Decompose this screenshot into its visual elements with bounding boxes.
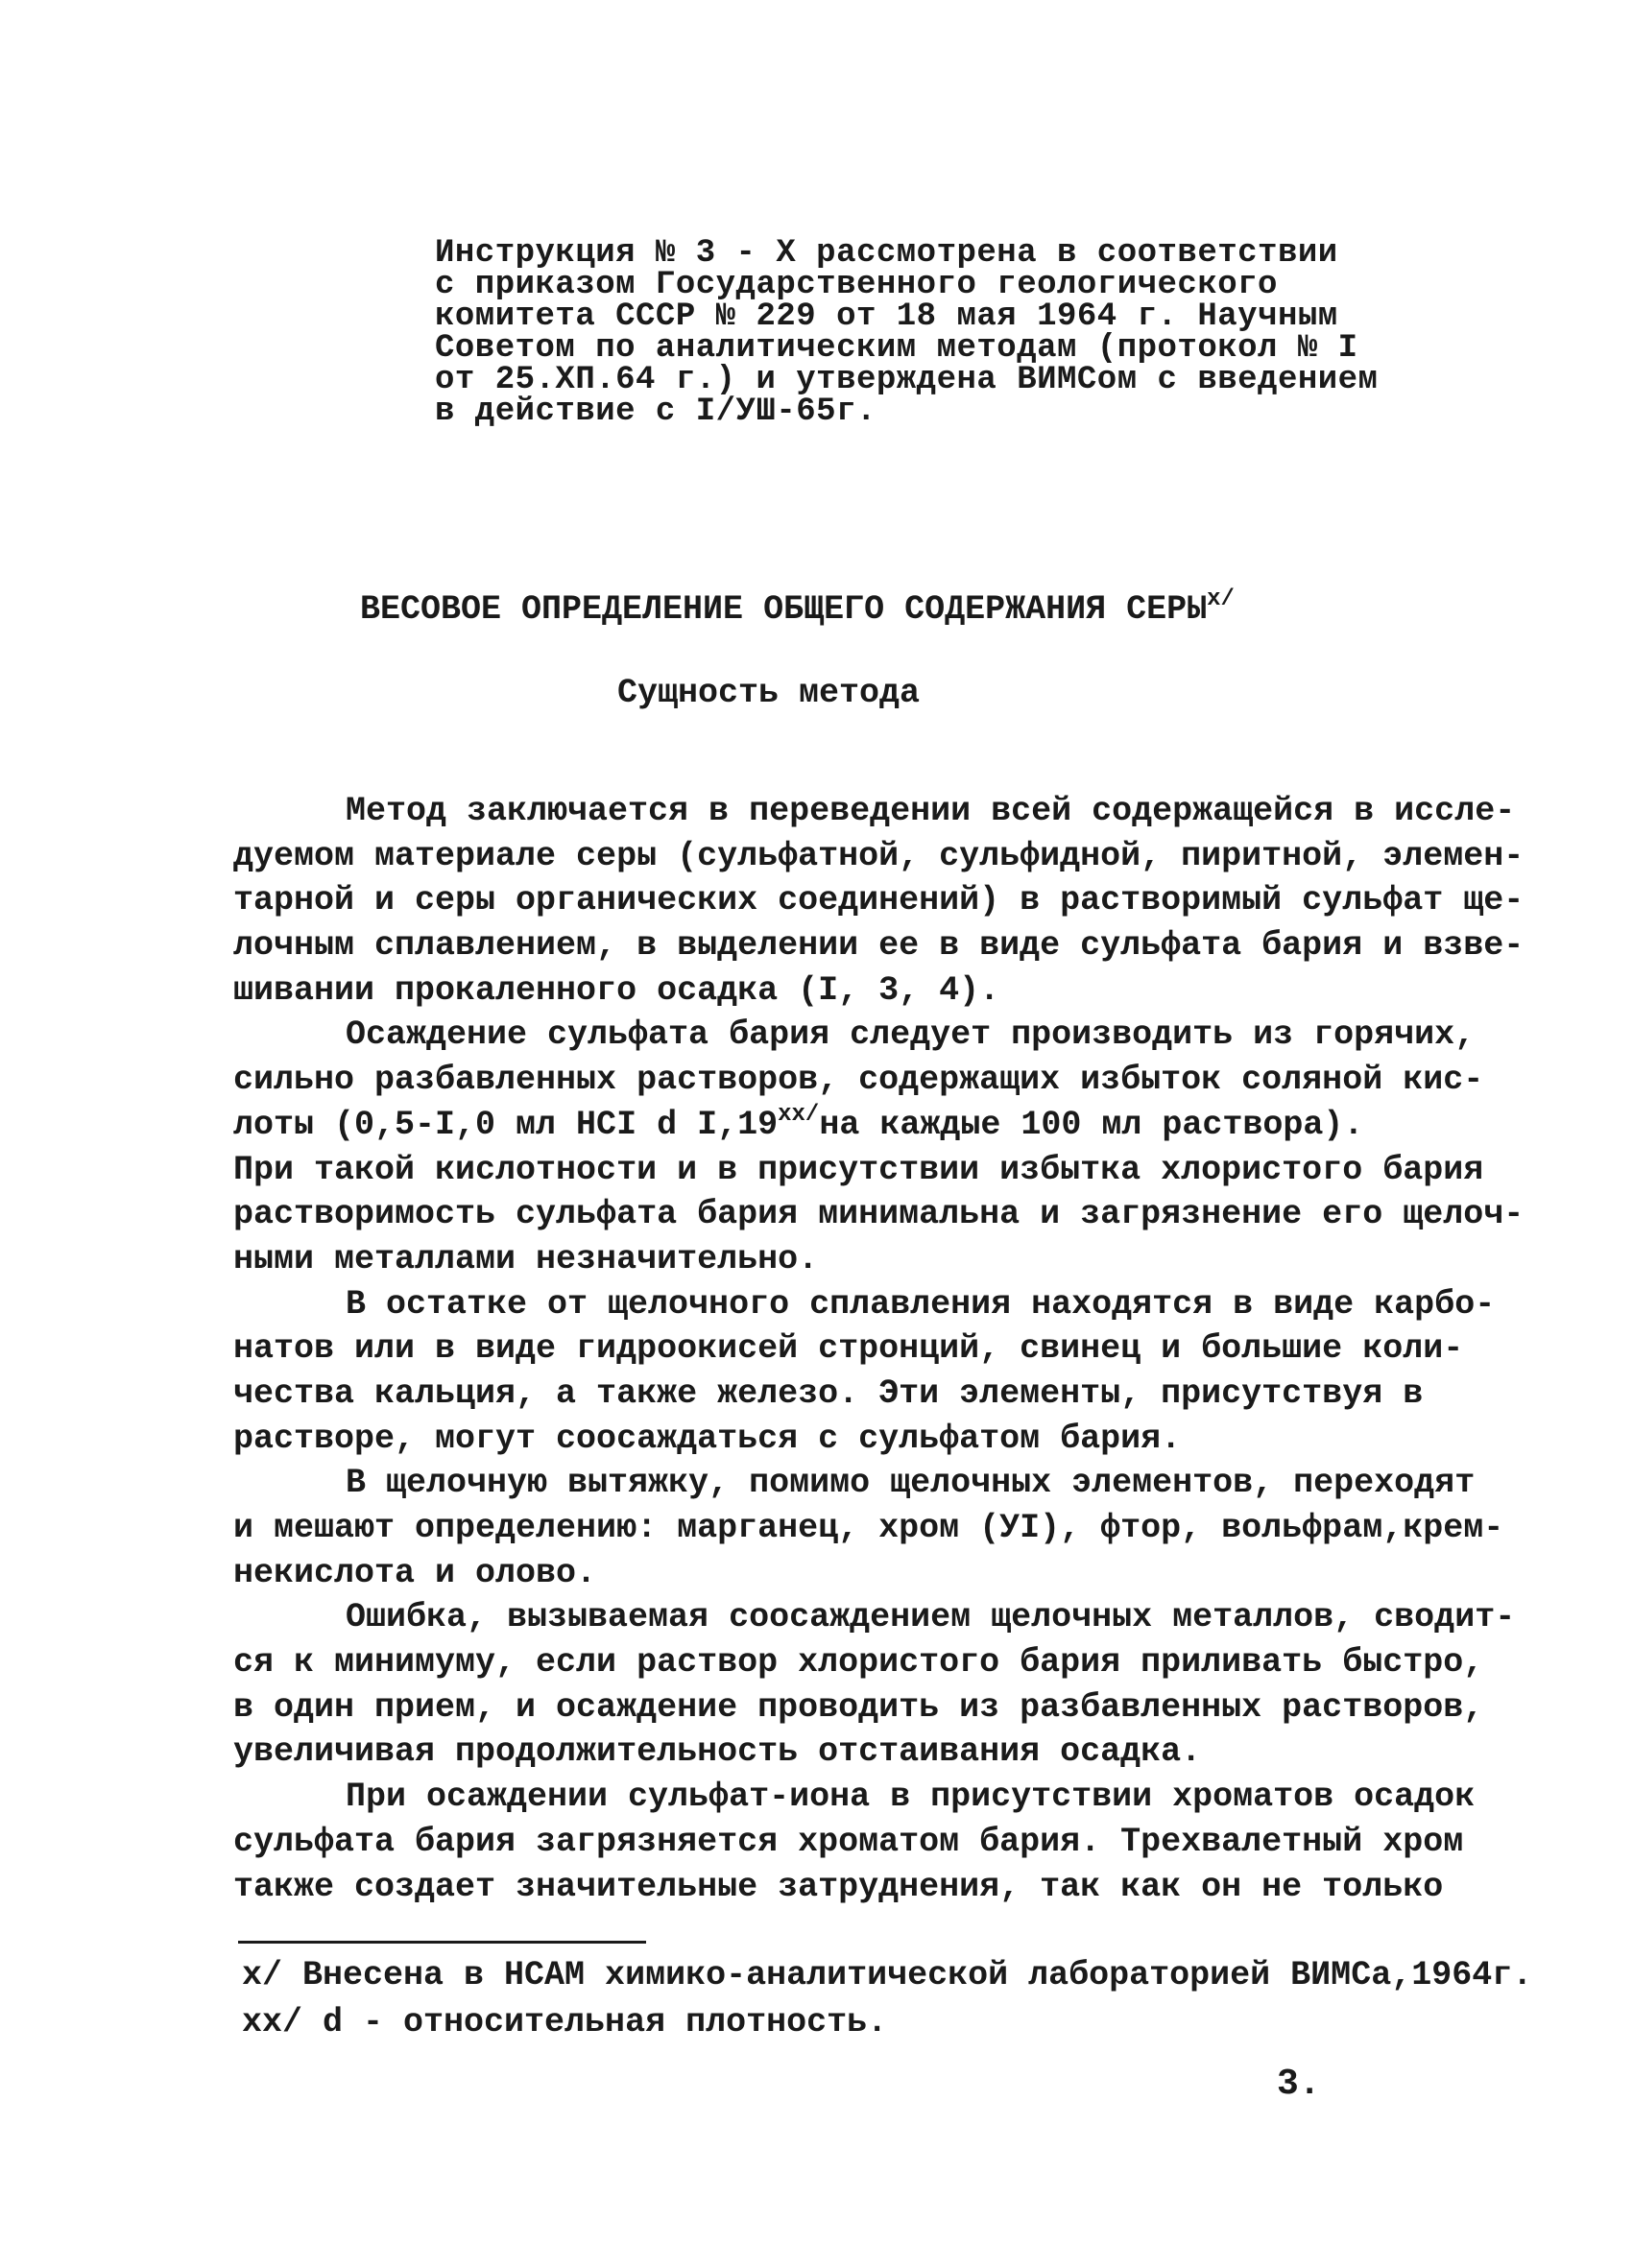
preface-line: Инструкция № 3 - Х рассмотрена в соответствии [435, 235, 1338, 272]
footnote: х/ Внесена в НСАМ химико-аналитической лабораторией ВИМСа,1964г. [242, 1956, 1533, 1994]
body-line: При осаждении сульфат-иона в присутствии хроматов осадок [346, 1778, 1476, 1817]
body-footnote-marker: хх/ [778, 1101, 820, 1128]
preface-line: от 25.XП.64 г.) и утверждена ВИМСом с введением [435, 362, 1379, 398]
body-line: В остатке от щелочного сплавления находятся в виде карбо- [346, 1284, 1496, 1324]
body-line: Осаждение сульфата бария следует производить из горячих, [346, 1015, 1476, 1055]
body-line: лочным сплавлением, в выделении ее в виде сульфата бария и взве- [233, 926, 1525, 966]
body-line: ными металлами незначительно. [233, 1239, 819, 1278]
body-line: и мешают определению: марганец, хром (УI), фтор, вольфрам,крем- [233, 1509, 1504, 1547]
section-subtitle: Сущность метода [617, 674, 921, 712]
body-line-with-footnote [233, 1103, 1424, 1148]
body-line: натов или в виде гидроокисей стронций, свинец и большие коли- [233, 1329, 1464, 1369]
footnote: хх/ d - относительная плотность. [242, 2003, 888, 2041]
body-line: В щелочную вытяжку, помимо щелочных элементов, переходят [346, 1464, 1476, 1503]
preface-line: комитета СССР № 229 от 18 мая 1964 г. Научным [435, 298, 1338, 335]
body-text [233, 789, 1525, 1909]
approval-preface [435, 235, 1379, 430]
body-line: увеличивая продолжительность отстаивания осадка. [233, 1732, 1202, 1772]
body-line: также создает значительные затруднения, так как он не только [233, 1867, 1444, 1906]
body-line: тарной и серы органических соединений) в растворимый сульфат ще- [233, 881, 1525, 920]
body-line: Метод заключается в переведении всей содержащейся в иссле- [346, 792, 1516, 830]
body-line: шивании прокаленного осадка (I, 3, 4). [233, 970, 1000, 1010]
body-line: дуемом материале серы (сульфатной, сульфидной, пиритной, элемен- [233, 836, 1525, 875]
body-line: чества кальция, а также железо. Эти элементы, присутствуя в [233, 1373, 1424, 1413]
body-line: в один прием, и осаждение проводить из разбавленных растворов, [233, 1687, 1484, 1727]
section-title [360, 586, 1235, 629]
body-line: растворимость сульфата бария минимальна и загрязнение его щелоч- [233, 1195, 1525, 1234]
body-line: При такой кислотности и в присутствии избытка хлористого бария [233, 1150, 1484, 1189]
body-line: Ошибка, вызываемая соосаждением щелочных металлов, сводит- [346, 1598, 1516, 1637]
footnotes [242, 1952, 1532, 2046]
body-line-part: лоты (0,5-I,0 мл HCI d I,19 [233, 1105, 779, 1144]
title-footnote-marker: х/ [1207, 586, 1235, 612]
body-line: ся к минимуму, если раствор хлористого бария приливать быстро, [233, 1643, 1484, 1683]
body-line: растворе, могут соосаждаться с сульфатом бария. [233, 1419, 1182, 1458]
body-line: сильно разбавленных растворов, содержащих избыток соляной кис- [233, 1061, 1484, 1100]
body-line: некислота и олово. [233, 1553, 597, 1592]
body-line: сульфата бария загрязняется хроматом бария. Трехвалетный хром [233, 1822, 1464, 1861]
footnote-divider [238, 1941, 646, 1944]
preface-line: в действие с I/УШ-65г. [435, 394, 877, 430]
preface-line: Советом по аналитическим методам (протокол № I [435, 330, 1358, 367]
section-title-text: ВЕСОВОЕ ОПРЕДЕЛЕНИЕ ОБЩЕГО СОДЕРЖАНИЯ СЕРЫ [360, 590, 1208, 629]
page-number: 3. [1277, 2064, 1321, 2105]
body-line-part: на каждые 100 мл раствора). [819, 1105, 1364, 1144]
preface-line: с приказом Государственного геологического [435, 267, 1278, 303]
